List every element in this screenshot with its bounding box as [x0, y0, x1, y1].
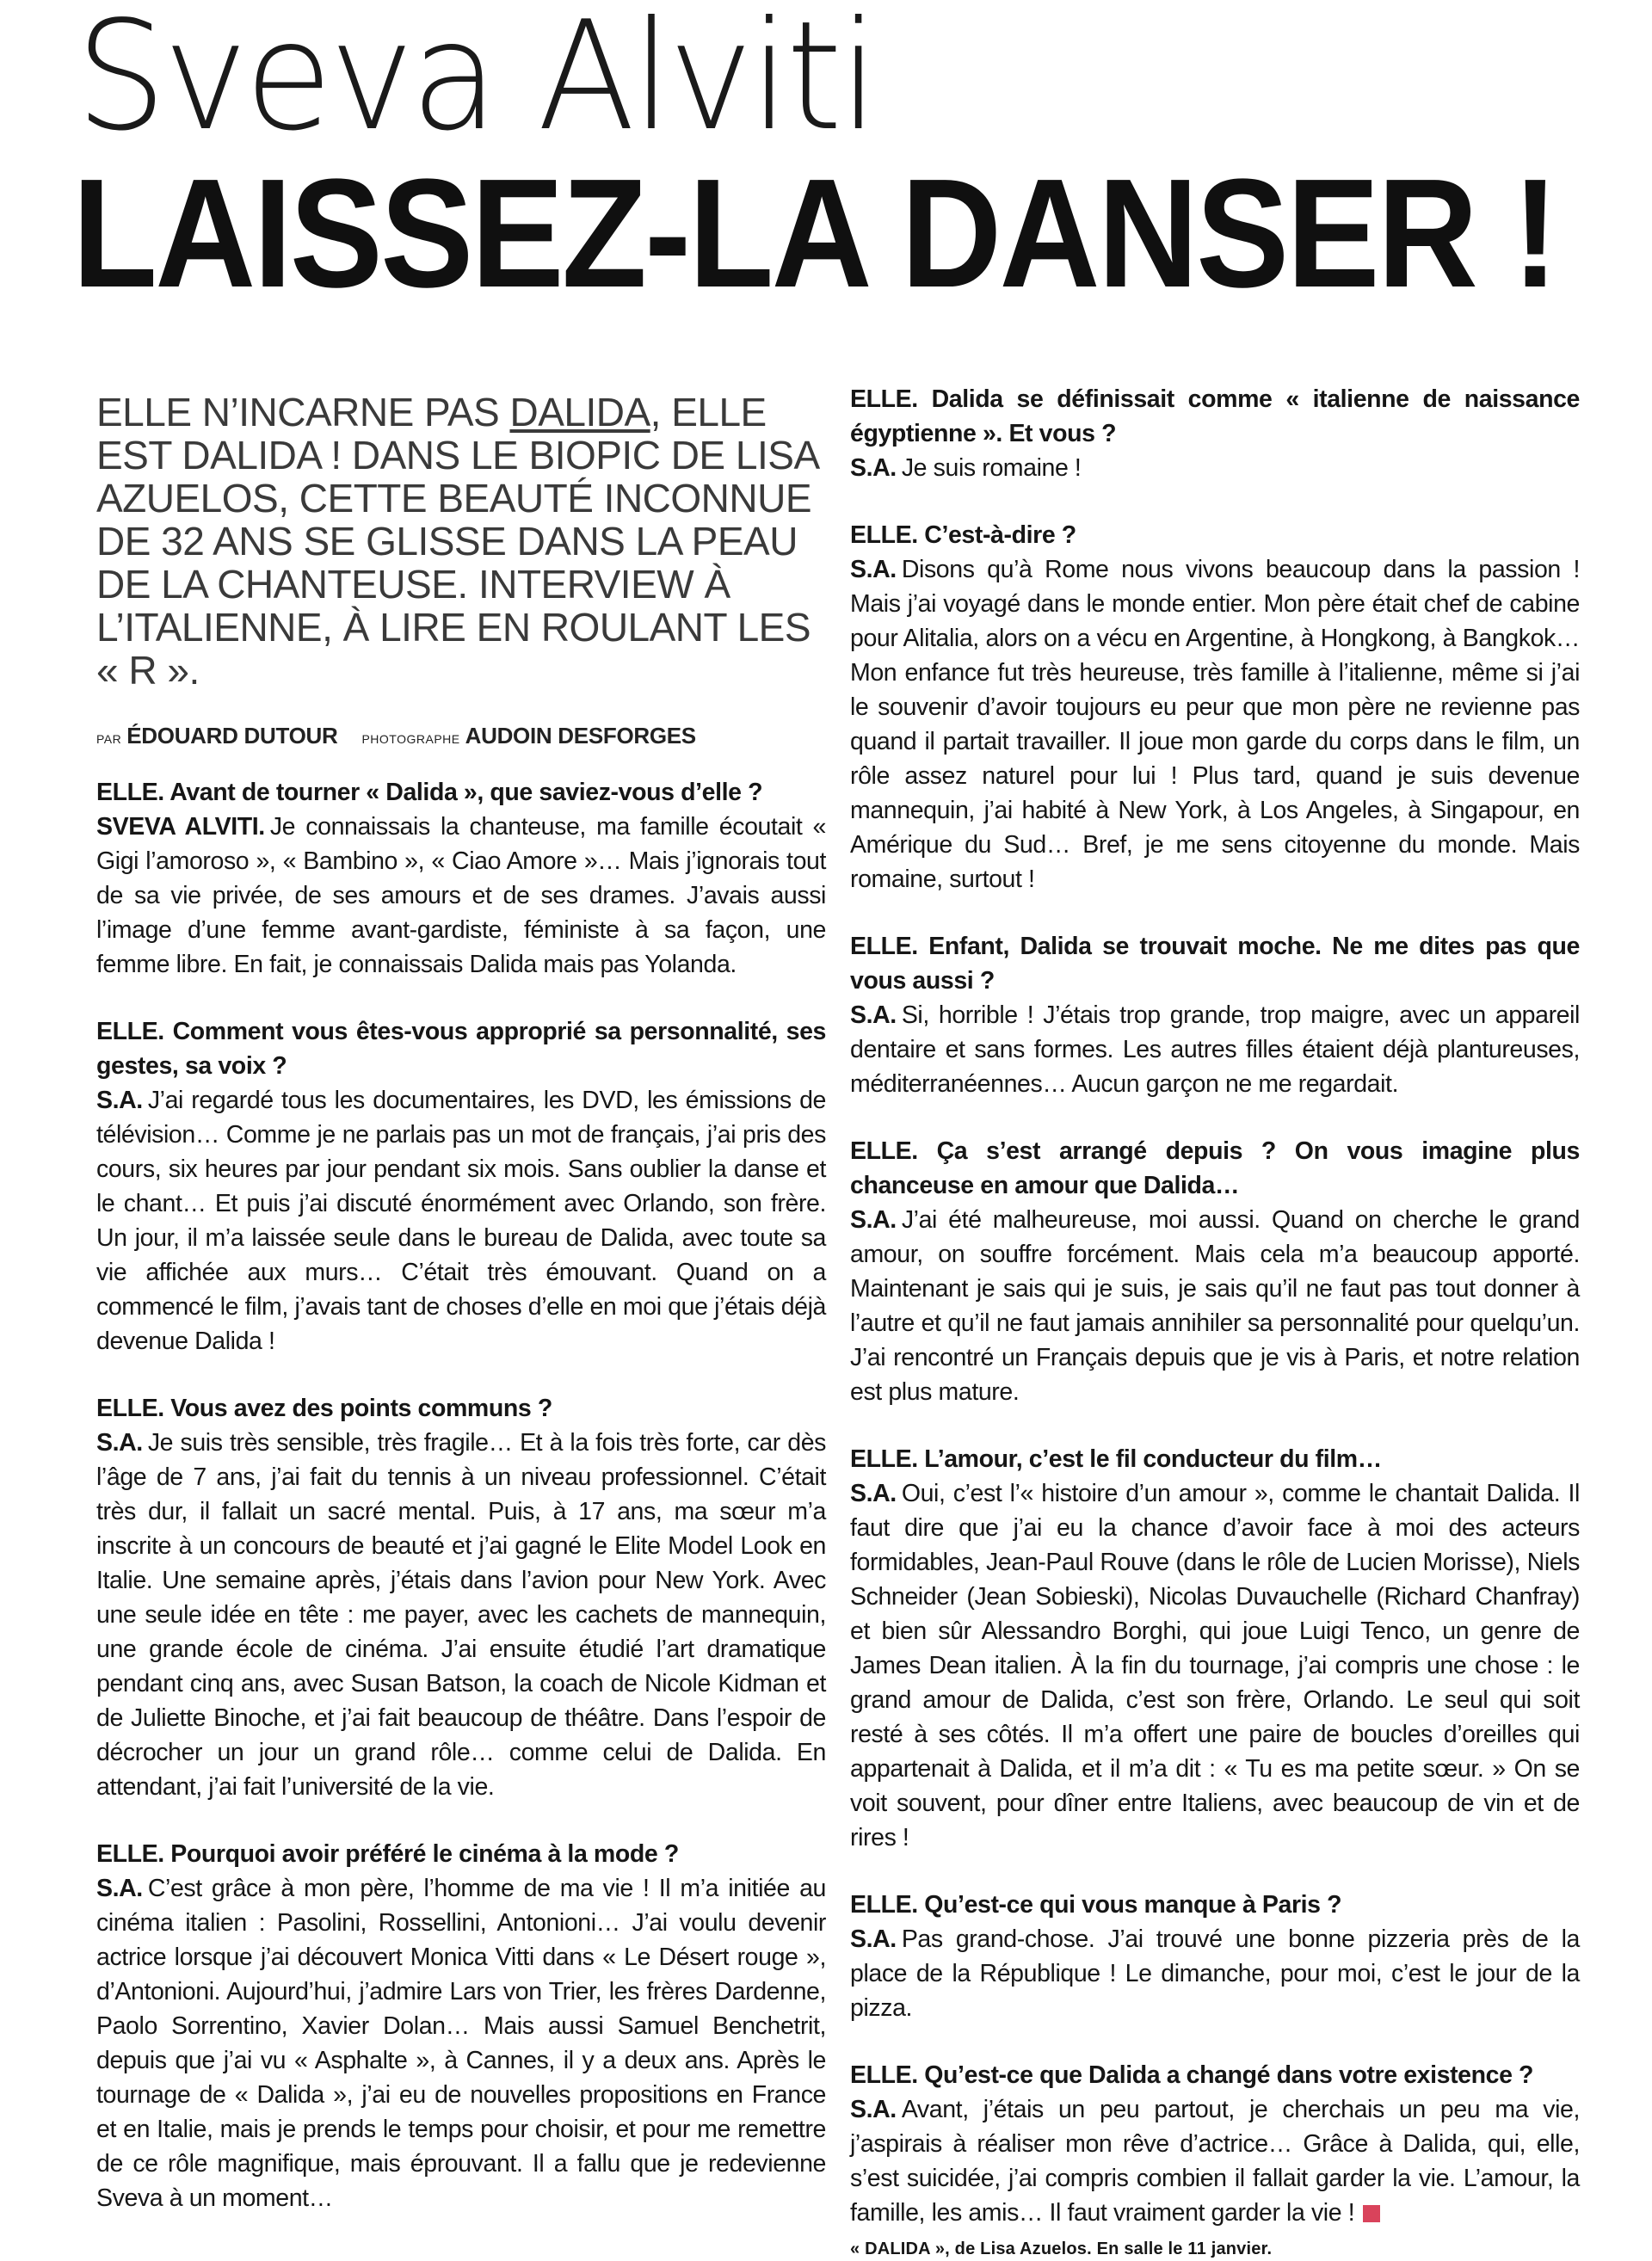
answer: S.A. Je suis romaine !: [850, 454, 1082, 482]
answer: S.A. Je suis très sensible, très fragile… Et à la fois très forte, car dès l’âge de 7 ans, j’ai fait du tennis à un niveau professionnel. C’était très dur, il fallait un sacré mental. Puis, à 17 ans, ma sœur m’a inscrite à un concours de beauté et j’ai gagné le Elite Model Look en Italie. Une semaine après, j’étais dans l’avion pour New York. Avec une seule idée en tête : me payer, avec les cachets de mannequin, une grande école de cinéma. J’ai ensuite étudié l’art dramatique pendant cinq ans, avec Susan Batson, la coach de Nicole Kidman et de Juliette Binoche, et j’ai fait beaucoup de théâtre. Dans l’espoir de décrocher un jour un grand rôle… comme celui de Dalida. En attendant, j’ai fait l’université de la vie.: [96, 1429, 826, 1801]
question: ELLE. Qu’est-ce que Dalida a changé dans votre existence ?: [850, 2061, 1534, 2089]
right-column: [850, 382, 1580, 2261]
question: ELLE. Enfant, Dalida se trouvait moche. Ne me dites pas que vous aussi ?: [850, 933, 1580, 995]
answer: S.A. Pas grand-chose. J’ai trouvé une bonne pizzeria près de la place de la République ! Le dimanche, pour moi, c’est le jour de la pizza.: [850, 1925, 1580, 2022]
question: ELLE. Pourquoi avoir préféré le cinéma à la mode ?: [96, 1840, 679, 1868]
article-headline: LAISSEZ-LA DANSER !: [72, 147, 1556, 320]
qa-block: [850, 1888, 1580, 2025]
qa-block: [96, 1014, 826, 1358]
interviewee-name: Sveva Alviti: [76, 0, 876, 164]
qa-block: [96, 775, 826, 982]
film-release-note: « DALIDA », de Lisa Azuelos. En salle le 11 janvier.: [850, 2239, 1273, 2258]
question: ELLE. Ça s’est arrangé depuis ? On vous imagine plus chanceuse en amour que Dalida…: [850, 1137, 1580, 1199]
intro-standfirst: ELLE N’INCARNE PAS DALIDA, ELLE EST DALIDA ! DANS LE BIOPIC DE LISA AZUELOS, CETTE BEAUTÉ INCONNUE DE 32 ANS SE GLISSE DANS LA PEAU DE LA CHANTEUSE. INTERVIEW À L’ITALIENNE, À LIRE EN ROULANT LES « R ».: [96, 390, 818, 693]
qa-block: [850, 518, 1580, 896]
answer: SVEVA ALVITI. Je connaissais la chanteuse, ma famille écoutait « Gigi l’amoroso », « Bambino », « Ciao Amore »… Mais j’ignorais tout de sa vie privée, de ses amours et de ses drames. J’avais aussi l’image d’une femme avant-gardiste, féministe à sa façon, une femme libre. En fait, je connaissais Dalida mais pas Yolanda.: [96, 813, 827, 978]
question: ELLE. Dalida se définissait comme « italienne de naissance égyptienne ». Et vous ?: [850, 385, 1580, 447]
answer: S.A. J’ai été malheureuse, moi aussi. Quand on cherche le grand amour, on souffre forcément. Mais cela m’a beaucoup apporté. Maintenant je sais qui je suis, je sais qu’il ne faut pas tout donner à l’autre et qu’il ne faut jamais annihiler sa personnalité pour quelqu’un. J’ai rencontré un Français depuis que je vis à Paris, et notre relation est plus mature.: [850, 1206, 1580, 1406]
answer: S.A. Disons qu’à Rome nous vivons beaucoup dans la passion ! Mais j’ai voyagé dans le monde entier. Mon père était chef de cabine pour Alitalia, alors on a vécu en Argentine, à Hongkong, à Bangkok… Mon enfance fut très heureuse, très famille à l’italienne, même si j’ai le souvenir d’avoir toujours eu peur que mon père ne revienne pas quand il partait travailler. Il joue mon garde du corps dans le film, un rôle assez naturel pour lui ! Plus tard, quand je suis devenue mannequin, j’ai habité à New York, à Los Angeles, à Singapour, en Amérique du Sud… Bref, je me sens citoyenne du monde. Mais romaine, surtout !: [850, 556, 1580, 893]
question: ELLE. Avant de tourner « Dalida », que saviez-vous d’elle ?: [96, 779, 763, 806]
dalida-link[interactable]: DALIDA: [509, 390, 650, 434]
question: ELLE. Vous avez des points communs ?: [96, 1395, 552, 1422]
question: ELLE. C’est-à-dire ?: [850, 521, 1076, 549]
answer: S.A. Si, horrible ! J’étais trop grande, trop maigre, avec un appareil dentaire et sans formes. Les autres filles étaient déjà plantureuses, méditerranéennes… Aucun garçon ne me regardait.: [850, 1001, 1580, 1098]
answer: S.A. J’ai regardé tous les documentaires, les DVD, les émissions de télévision… Comme je ne parlais pas un mot de français, j’ai pris des cours, six heures par jour pendant six mois. Sans oublier la danse et le chant… Et puis j’ai discuté énormément avec Orlando, son frère. Un jour, il m’a laissée seule dans le bureau de Dalida, avec toute sa vie affichée aux murs… C’était très émouvant. Quand on a commencé le film, j’avais tant de choses d’elle en moi que j’étais déjà devenue Dalida !: [96, 1087, 826, 1355]
question: ELLE. Qu’est-ce qui vous manque à Paris ?: [850, 1891, 1342, 1919]
question: ELLE. L’amour, c’est le fil conducteur du film…: [850, 1445, 1382, 1473]
answer: S.A. Avant, j’étais un peu partout, je cherchais un peu ma vie, j’aspirais à réaliser mon rêve d’actrice… Grâce à Dalida, qui, elle, s’est suicidée, j’ai compris combien il fallait garder la vie. L’amour, la famille, les amis… Il faut vraiment garder la vie !: [850, 2096, 1580, 2227]
qa-block: [96, 1391, 826, 1804]
answer: S.A. C’est grâce à mon père, l’homme de ma vie ! Il m’a initiée au cinéma italien : Pasolini, Rossellini, Antonioni… J’ai voulu devenir actrice lorsque j’ai découvert Monica Vitti dans « Le Désert rouge », d’Antonioni. Aujourd’hui, j’admire Lars von Trier, les frères Dardenne, Paolo Sorrentino, Xavier Dolan… Mais aussi Samuel Benchetrit, depuis que j’ai vu « Asphalte », à Cannes, il y a deux ans. Après le tournage de « Dalida », j’ai eu de nouvelles propositions en France et en Italie, mais je prends le temps pour choisir, et pour me remettre de ce rôle magnifique, mais éprouvant. Il a fallu que je redevienne Sveva à un moment…: [96, 1875, 826, 2212]
qa-block: [850, 1442, 1580, 1855]
photographer-name: AUDOIN DESFORGES: [465, 723, 696, 749]
qa-block: [850, 1134, 1580, 1409]
author-name: ÉDOUARD DUTOUR: [126, 723, 338, 749]
qa-block: [850, 382, 1580, 485]
end-mark-icon: [1363, 2205, 1380, 2222]
left-column: [96, 391, 826, 2248]
qa-block: [96, 1837, 826, 2215]
question: ELLE. Comment vous êtes-vous approprié sa personnalité, ses gestes, sa voix ?: [96, 1018, 826, 1080]
byline: PAR ÉDOUARD DUTOUR PHOTOGRAPHE AUDOIN DESFORGES: [96, 723, 696, 749]
answer: S.A. Oui, c’est l’« histoire d’un amour », comme le chantait Dalida. Il faut dire que j’ai eu la chance d’avoir face à moi des acteurs formidables, Jean-Paul Rouve (dans le rôle de Lucien Morisse), Niels Schneider (Jean Sobieski), Nicolas Duvauchelle (Richard Chanfray) et bien sûr Alessandro Borghi, qui joue Luigi Tenco, un genre de James Dean italien. À la fin du tournage, j’ai compris une chose : le grand amour de Dalida, c’est son frère, Orlando. Le seul qui soit resté à ses côtés. Il m’a offert une paire de boucles d’oreilles qui appartenait à Dalida, et il m’a dit : « Tu es ma petite sœur. » On se voit souvent, pour dîner entre Italiens, avec beaucoup de vin et de rires !: [850, 1480, 1580, 1851]
qa-block: [850, 2058, 1580, 2230]
qa-block: [850, 929, 1580, 1101]
